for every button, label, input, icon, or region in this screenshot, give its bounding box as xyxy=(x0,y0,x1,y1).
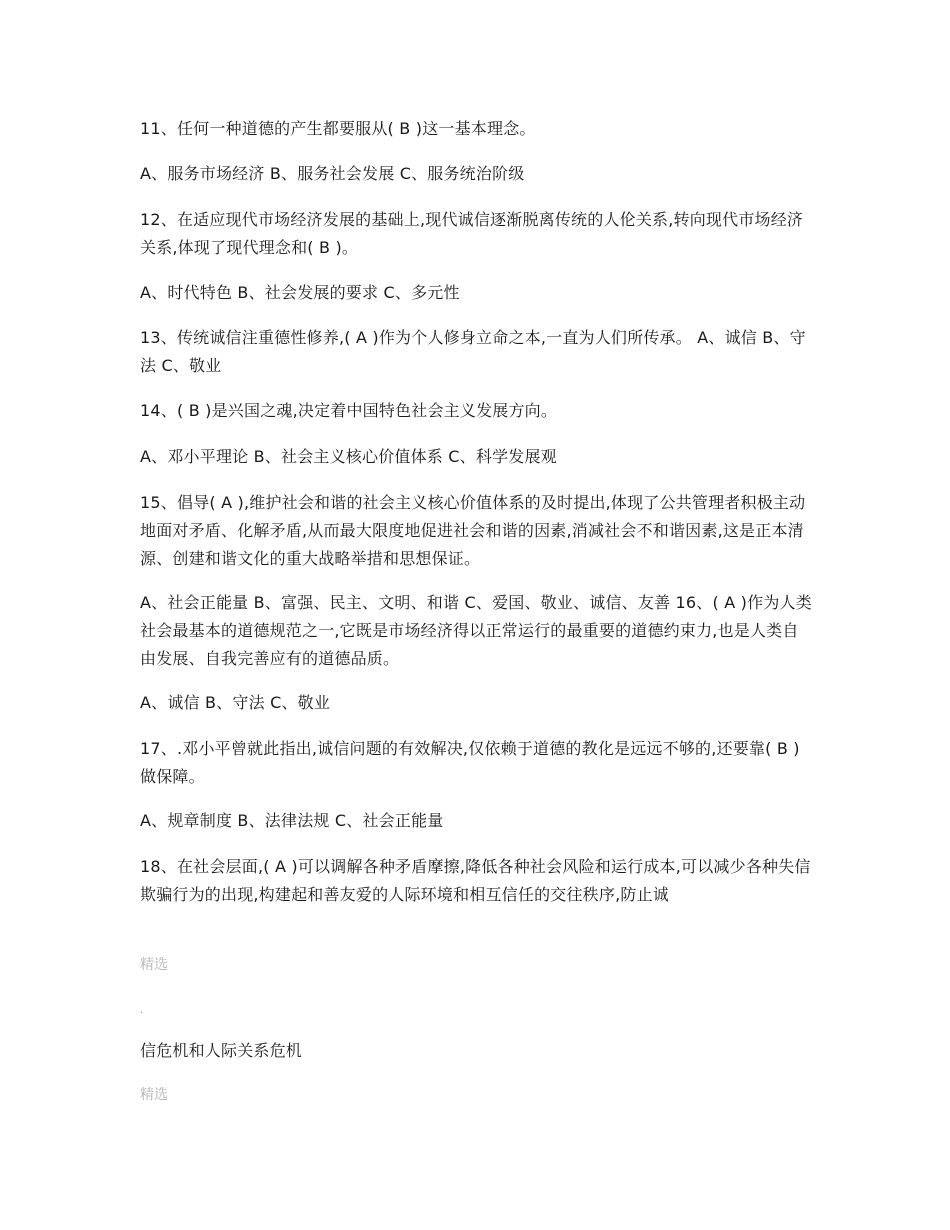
question-18: 18、在社会层面,( A )可以调解各种矛盾摩擦,降低各种社会风险和运行成本,可以减少各种失信欺骗行为的出现,构建起和善友爱的人际环境和相互信任的交往秩序,防止诚 xyxy=(140,857,811,904)
footer-watermark-2: 精选 xyxy=(140,1087,168,1103)
options-14: A、邓小平理论 B、社会主义核心价值体系 C、科学发展观 xyxy=(140,447,557,466)
options-16: A、诚信 B、守法 C、敬业 xyxy=(140,693,331,712)
options-12: A、时代特色 B、社会发展的要求 C、多元性 xyxy=(140,283,460,302)
options-11: A、服务市场经济 B、服务社会发展 C、服务统治阶级 xyxy=(140,164,525,183)
question-17: 17、.邓小平曾就此指出,诚信问题的有效解决,仅依赖于道德的教化是远远不够的,还要靠( B )做保障。 xyxy=(140,739,800,786)
question-13: 13、传统诚信注重德性修养,( A )作为个人修身立命之本,一直为人们所传承。 A、诚信 B、守法 C、敬业 xyxy=(140,328,806,375)
footer-watermark-1: 精选 xyxy=(140,957,168,973)
question-12: 12、在适应现代市场经济发展的基础上,现代诚信逐渐脱离传统的人伦关系,转向现代市场经济关系,体现了现代理念和( B )。 xyxy=(140,210,804,257)
question-14: 14、( B )是兴国之魂,决定着中国特色社会主义发展方向。 xyxy=(140,401,558,420)
page-separator-dot: . xyxy=(140,1005,144,1016)
options-15-question-16: A、社会正能量 B、富强、民主、文明、和谐 C、爱国、敬业、诚信、友善 16、( A )作为人类社会最基本的道德规范之一,它既是市场经济得以正常运行的最重要的道德约束力,也是人类自由发展、自我完善应有的道德品质。 xyxy=(140,593,812,668)
question-18-continuation: 信危机和人际关系危机 xyxy=(140,1041,303,1060)
question-11: 11、任何一种道德的产生都要服从( B )这一基本理念。 xyxy=(140,119,536,138)
question-15: 15、倡导( A ),维护社会和谐的社会主义核心价值体系的及时提出,体现了公共管理者积极主动地面对矛盾、化解矛盾,从而最大限度地促进社会和谐的因素,消减社会不和谐因素,这是正本清源、创建和谐文化的重大战略举措和思想保证。 xyxy=(140,493,806,568)
options-17: A、规章制度 B、法律法规 C、社会正能量 xyxy=(140,811,444,830)
